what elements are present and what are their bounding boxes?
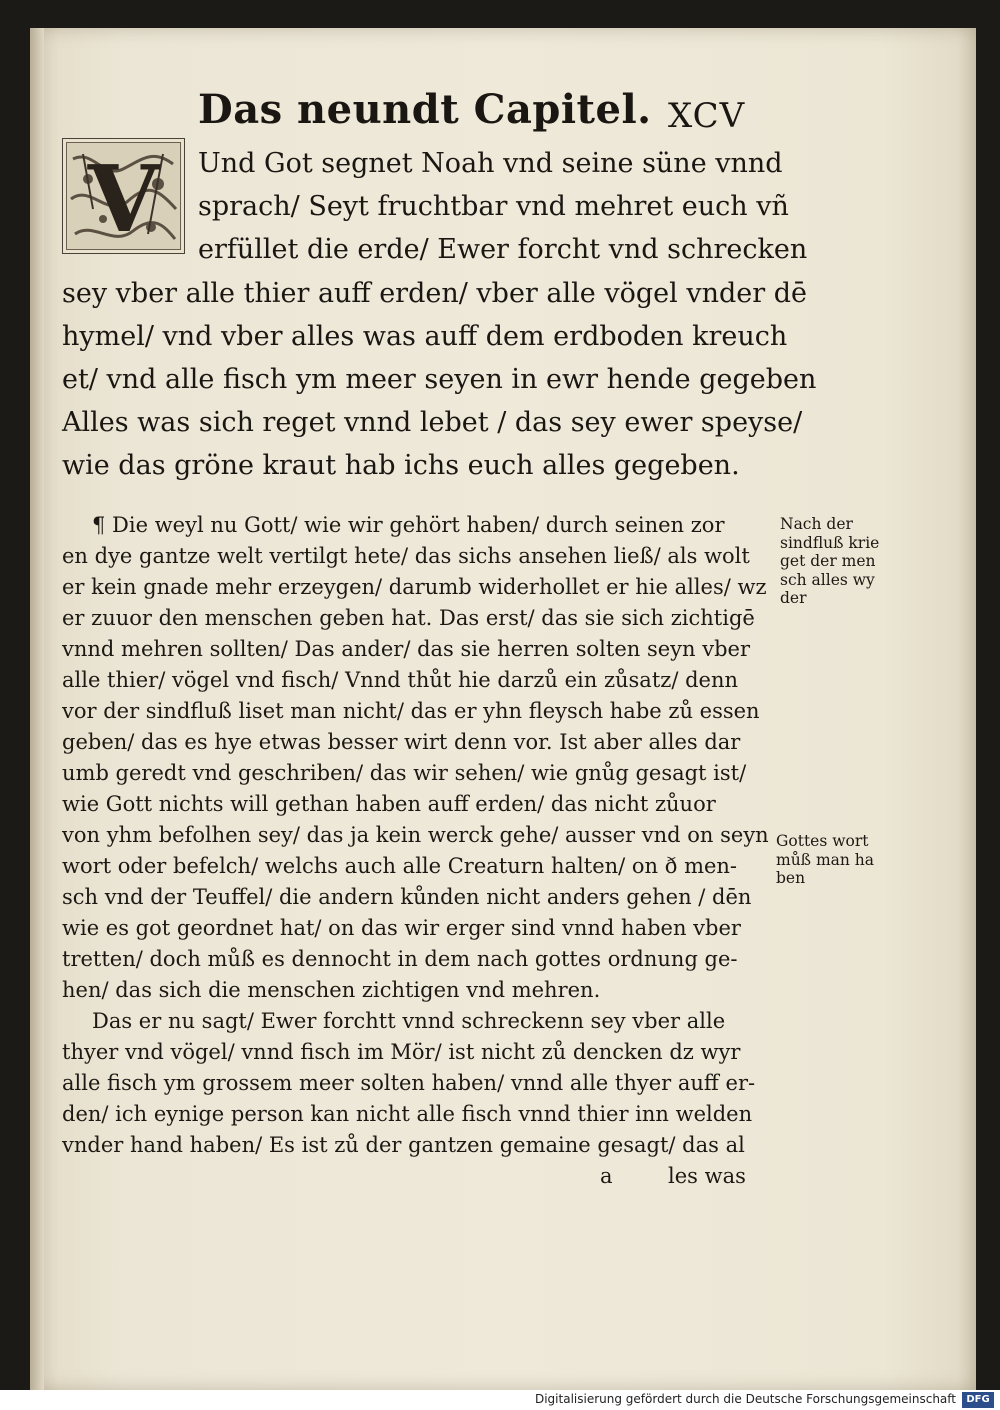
initial-letter: V: [87, 145, 160, 253]
marginal-note-line: můß man ha: [776, 850, 875, 869]
commentary-line: ¶ Die weyl nu Gott/ wie wir gehört haben/ durch seinen zor: [92, 513, 725, 537]
marginal-note-line: Gottes wort: [776, 832, 869, 850]
catchword: les was: [668, 1164, 746, 1188]
verse-line: et/ vnd alle fisch ym meer seyen in ewr hende gegeben: [62, 364, 817, 395]
page-gutter: [30, 28, 44, 1390]
commentary-line: sch vnd der Teuffel/ die andern kůnden nicht anders gehen / dēn: [62, 885, 752, 909]
verse-line: erfüllet die erde/ Ewer forcht vnd schrecken: [198, 234, 808, 265]
commentary-line: thyer vnd vögel/ vnnd fisch im Mör/ ist nicht zů dencken dz wyr: [62, 1040, 741, 1064]
commentary-line: den/ ich eynige person kan nicht alle fisch vnnd thier inn welden: [62, 1102, 753, 1126]
commentary-line: geben/ das es hye etwas besser wirt denn vor. Ist aber alles dar: [62, 730, 741, 754]
verse-line: wie das gröne kraut hab ichs euch alles gegeben.: [62, 450, 740, 481]
page-header: [198, 86, 778, 136]
commentary-line: en dye gantze welt vertilgt hete/ das sichs ansehen ließ/ als wolt: [62, 544, 750, 568]
funding-credit: Digitalisierung gefördert durch die Deutsche Forschungsgemeinschaft: [534, 1392, 956, 1406]
commentary-line: von yhm befolhen sey/ das ja kein werck gehe/ ausser vnd on seyn: [62, 823, 769, 847]
commentary-line: hen/ das sich die menschen zichtigen vnd mehren.: [62, 978, 601, 1002]
decorated-initial: [62, 138, 185, 254]
commentary-line: vor der sindfluß liset man nicht/ das er yhn fleysch habe zů essen: [62, 699, 760, 723]
commentary-line: wie Gott nichts will gethan haben auff erden/ das nicht zůuor: [62, 792, 716, 816]
commentary-line: er zuuor den menschen geben hat. Das erst/ das sie sich zichtigē: [62, 606, 755, 630]
commentary-line: vnnd mehren sollten/ Das ander/ das sie herren solten seyn vber: [62, 637, 750, 661]
commentary-line: umb geredt vnd geschriben/ das wir sehen/ wie gnůg gesagt ist/: [62, 761, 747, 785]
marginal-note-line: sindfluß krie: [780, 533, 880, 552]
commentary-line: vnder hand haben/ Es ist zů der gantzen gemaine gesagt/ das al: [62, 1133, 745, 1157]
dfg-logo-icon[interactable]: DFG: [962, 1392, 994, 1408]
commentary-line: wort oder befelch/ welchs auch alle Creaturn halten/ on ð men-: [62, 854, 738, 878]
commentary-line: alle thier/ vögel vnd fisch/ Vnnd thůt hie darzů ein zůsatz/ denn: [62, 668, 738, 692]
verse-line: sey vber alle thier auff erden/ vber alle vögel vnder dē: [62, 278, 807, 309]
signature-mark: a: [600, 1164, 613, 1188]
marginal-note-line: ben: [776, 869, 806, 888]
marginal-note-line: Nach der: [780, 515, 853, 533]
commentary-line: alle fisch ym grossem meer solten haben/ vnnd alle thyer auff er-: [62, 1071, 756, 1095]
chapter-title: Das neundt Capitel.: [198, 86, 652, 133]
verse-line: hymel/ vnd vber alles was auff dem erdboden kreuch: [62, 321, 788, 352]
marginal-note-line: sch alles wy: [780, 570, 875, 589]
verse-line: Alles was sich reget vnnd lebet / das sey ewer speyse/: [62, 407, 803, 438]
marginal-note: [780, 515, 879, 608]
verse-line: Und Got segnet Noah vnd seine süne vnnd: [198, 148, 783, 179]
marginal-note-line: get der men: [780, 552, 876, 571]
marginal-note: [776, 832, 874, 888]
commentary-line: Das er nu sagt/ Ewer forchtt vnnd schreckenn sey vber alle: [92, 1009, 726, 1033]
commentary-line: er kein gnade mehr erzeygen/ darumb widerhollet er hie alles/ wz: [62, 575, 767, 599]
marginal-note-line: der: [780, 589, 807, 608]
commentary-line: tretten/ doch můß es dennocht in dem nach gottes ordnung ge-: [62, 947, 738, 971]
folio-number: XCV: [668, 96, 746, 136]
commentary-line: wie es got geordnet hat/ on das wir erger sind vnnd haben vber: [62, 916, 741, 940]
footer-bar: [0, 1390, 1000, 1410]
verse-line: sprach/ Seyt fruchtbar vnd mehret euch vñ: [198, 191, 789, 222]
